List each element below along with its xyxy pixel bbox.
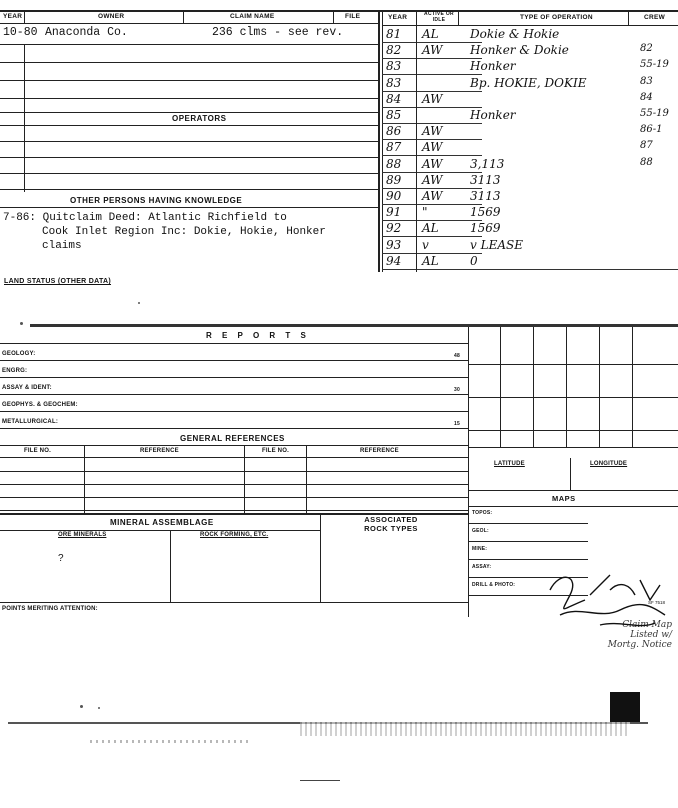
activity-status: AW [422,140,443,155]
activity-status: " [422,205,428,220]
divider [333,11,334,23]
row-line [0,80,378,81]
note-line-3: claims [42,240,82,252]
activity-year-header: YEAR [388,14,408,21]
activity-crew: 83 [640,75,653,87]
row-line [0,112,378,113]
row-line [0,510,468,511]
activity-type: Dokie & Hokie [470,27,560,41]
ref-header-ref-2: REFERENCE [360,448,399,454]
reports-right-border [468,327,469,617]
row-line [0,530,320,531]
row-line [0,471,468,472]
maps-row-label: DRILL & PHOTO: [472,582,516,588]
ref-col [306,445,307,513]
longitude-label: LONGITUDE [590,461,628,467]
grid-line [468,447,678,448]
grid-line [632,327,633,447]
row-line [0,44,378,45]
activity-status: AW [422,124,443,139]
activity-type: 3113 [470,172,501,187]
general-references-title: GENERAL REFERENCES [180,434,285,443]
associated-rock-types-label: ASSOCIATED ROCK TYPES [364,515,418,533]
signature-text: Claim Map Listed w/ Mortg. Notice [607,620,672,650]
owner-header: OWNER [98,13,125,20]
activity-year: 88 [386,156,402,171]
top-rule [0,10,678,12]
activity-status: AL [422,253,439,268]
speck [98,707,100,709]
activity-status: AL [422,27,439,41]
mineral-divider [320,515,321,602]
grid-line [599,327,600,447]
activity-type: Honker [470,59,516,74]
activity-type: Honker & Dokie [470,43,569,58]
report-row-line [0,428,468,429]
activity-year: 90 [386,189,402,203]
activity-year: 84 [386,91,402,106]
divider [24,11,25,23]
activity-status: AL [422,221,439,236]
note-line-1: 7-86: Quitclaim Deed: Atlantic Richfield to [3,212,287,224]
maps-row-label: ASSAY: [472,564,492,570]
mineral-assemblage-title: MINERAL ASSEMBLAGE [110,518,214,527]
note-line-2: Cook Inlet Region Inc: Dokie, Hokie, Honker [42,226,326,238]
activity-year: 87 [386,140,402,155]
header-rule [0,23,378,24]
speck [138,302,140,304]
mineral-col [170,530,171,602]
activity-row-line [382,269,678,270]
row-line [0,457,468,458]
grid-line [468,397,678,398]
grid-line [566,327,567,447]
ref-header-file-1: FILE NO. [24,448,51,454]
activity-type: 3113 [470,189,501,203]
report-label: GEOPHYS. & GEOCHEM: [2,402,78,408]
activity-year: 94 [386,253,402,268]
report-label: ASSAY & IDENT: [2,385,52,391]
activity-header-rule [382,25,678,26]
maps-row-line [468,541,588,542]
report-row-line [0,411,468,412]
ref-col [244,445,245,513]
year-header: YEAR [3,13,23,20]
activity-type: 0 [470,253,478,268]
activity-status: AW [422,189,443,203]
activity-type: 1569 [470,205,501,220]
activity-type: Bp. HOKIE, DOKIE [470,75,587,90]
mineral-bottom [0,602,468,603]
activity-status: v [422,237,429,252]
active-idle-header: ACTIVE OR IDLE [424,11,454,23]
points-meriting-attention-label: POINTS MERITING ATTENTION: [2,606,98,612]
registration-mark [610,692,640,724]
activity-crew: 86-1 [640,124,663,136]
report-row-line [0,377,468,378]
ore-mark: ? [58,553,64,564]
row-line [0,445,468,446]
rock-forming-label: ROCK FORMING, ETC. [200,532,269,538]
activity-type: 1569 [470,221,501,236]
activity-year: 89 [386,172,402,187]
activity-year: 91 [386,205,402,220]
row-claim: 236 clms - see rev. [212,26,344,39]
maps-row-line [468,559,588,560]
scan-mark [300,780,340,781]
activity-status: AW [422,156,443,171]
ref-header-ref-1: REFERENCE [140,448,179,454]
type-operation-header: TYPE OF OPERATION [520,14,593,21]
ref-header-file-2: FILE NO. [262,448,289,454]
speck [20,322,23,325]
latitude-label: LATITUDE [494,461,525,467]
activity-crew: 88 [640,156,653,168]
activity-year: 83 [386,75,402,90]
row-line [0,497,468,498]
other-persons-label: OTHER PERSONS HAVING KNOWLEDGE [70,196,243,205]
maps-title: MAPS [552,494,576,503]
coords-bottom [468,490,678,491]
row-line [0,173,378,174]
land-status-label: LAND STATUS (OTHER DATA) [4,278,112,285]
coords-divider [570,458,571,490]
activity-year: 85 [386,108,402,122]
activity-year: 81 [386,27,402,41]
activity-col-line [416,26,417,272]
divider [416,11,417,25]
activity-type: v LEASE [470,237,523,252]
claim-name-header: CLAIM NAME [230,13,275,20]
row-line [0,125,378,126]
divider [628,11,629,25]
report-label: GEOLOGY: [2,351,36,357]
scan-noise [90,740,250,743]
row-line [0,207,378,208]
maps-row-label: TOPOS: [472,510,493,516]
activity-status: AW [422,43,443,58]
form-number: SF 7518 [648,600,666,605]
activity-year: 83 [386,59,402,74]
activity-status: AW [422,91,443,106]
activity-status: AW [422,172,443,187]
reports-title: R E P O R T S [206,331,310,340]
activity-crew: 84 [640,91,653,103]
maps-rule [468,506,678,507]
activity-type: 3,113 [470,156,505,171]
ref-col [84,445,85,513]
report-number: 15 [454,421,460,427]
row-line [0,189,378,190]
center-divider-2 [382,10,383,272]
report-number: 30 [454,387,460,393]
center-divider [378,10,380,272]
activity-year: 82 [386,43,402,58]
activity-crew: 55-19 [640,108,669,119]
activity-year: 93 [386,237,402,252]
row-line [0,98,378,99]
row-year: 10-80 [3,26,38,39]
year-col-line [24,44,25,192]
row-line [0,62,378,63]
speck [80,705,83,708]
grid-line [500,327,501,447]
report-label: METALLURGICAL: [2,419,59,425]
file-header: FILE [345,13,361,20]
report-row-line [0,394,468,395]
ore-minerals-label: ORE MINERALS [58,532,107,538]
divider [458,11,459,25]
grid-line [533,327,534,447]
row-line [0,484,468,485]
report-number: 48 [454,353,460,359]
activity-year: 92 [386,221,402,236]
row-line [0,157,378,158]
activity-crew: 87 [640,140,653,152]
operators-label: OPERATORS [172,114,227,123]
grid-line [468,430,678,431]
activity-year: 86 [386,124,402,139]
reports-top-rule [30,324,678,327]
row-owner: Anaconda Co. [45,26,128,39]
scan-noise [300,722,630,736]
report-row-line [0,360,468,361]
maps-row-line [468,523,588,524]
report-label: ENGRG: [2,368,28,374]
row-line [0,141,378,142]
row-line [0,343,468,344]
crew-header: CREW [644,14,666,21]
grid-line [468,364,678,365]
divider [183,11,184,23]
maps-row-label: GEOL: [472,528,489,534]
activity-type: Honker [470,108,516,122]
maps-row-label: MINE: [472,546,488,552]
activity-crew: 82 [640,43,653,55]
activity-crew: 55-19 [640,59,669,71]
